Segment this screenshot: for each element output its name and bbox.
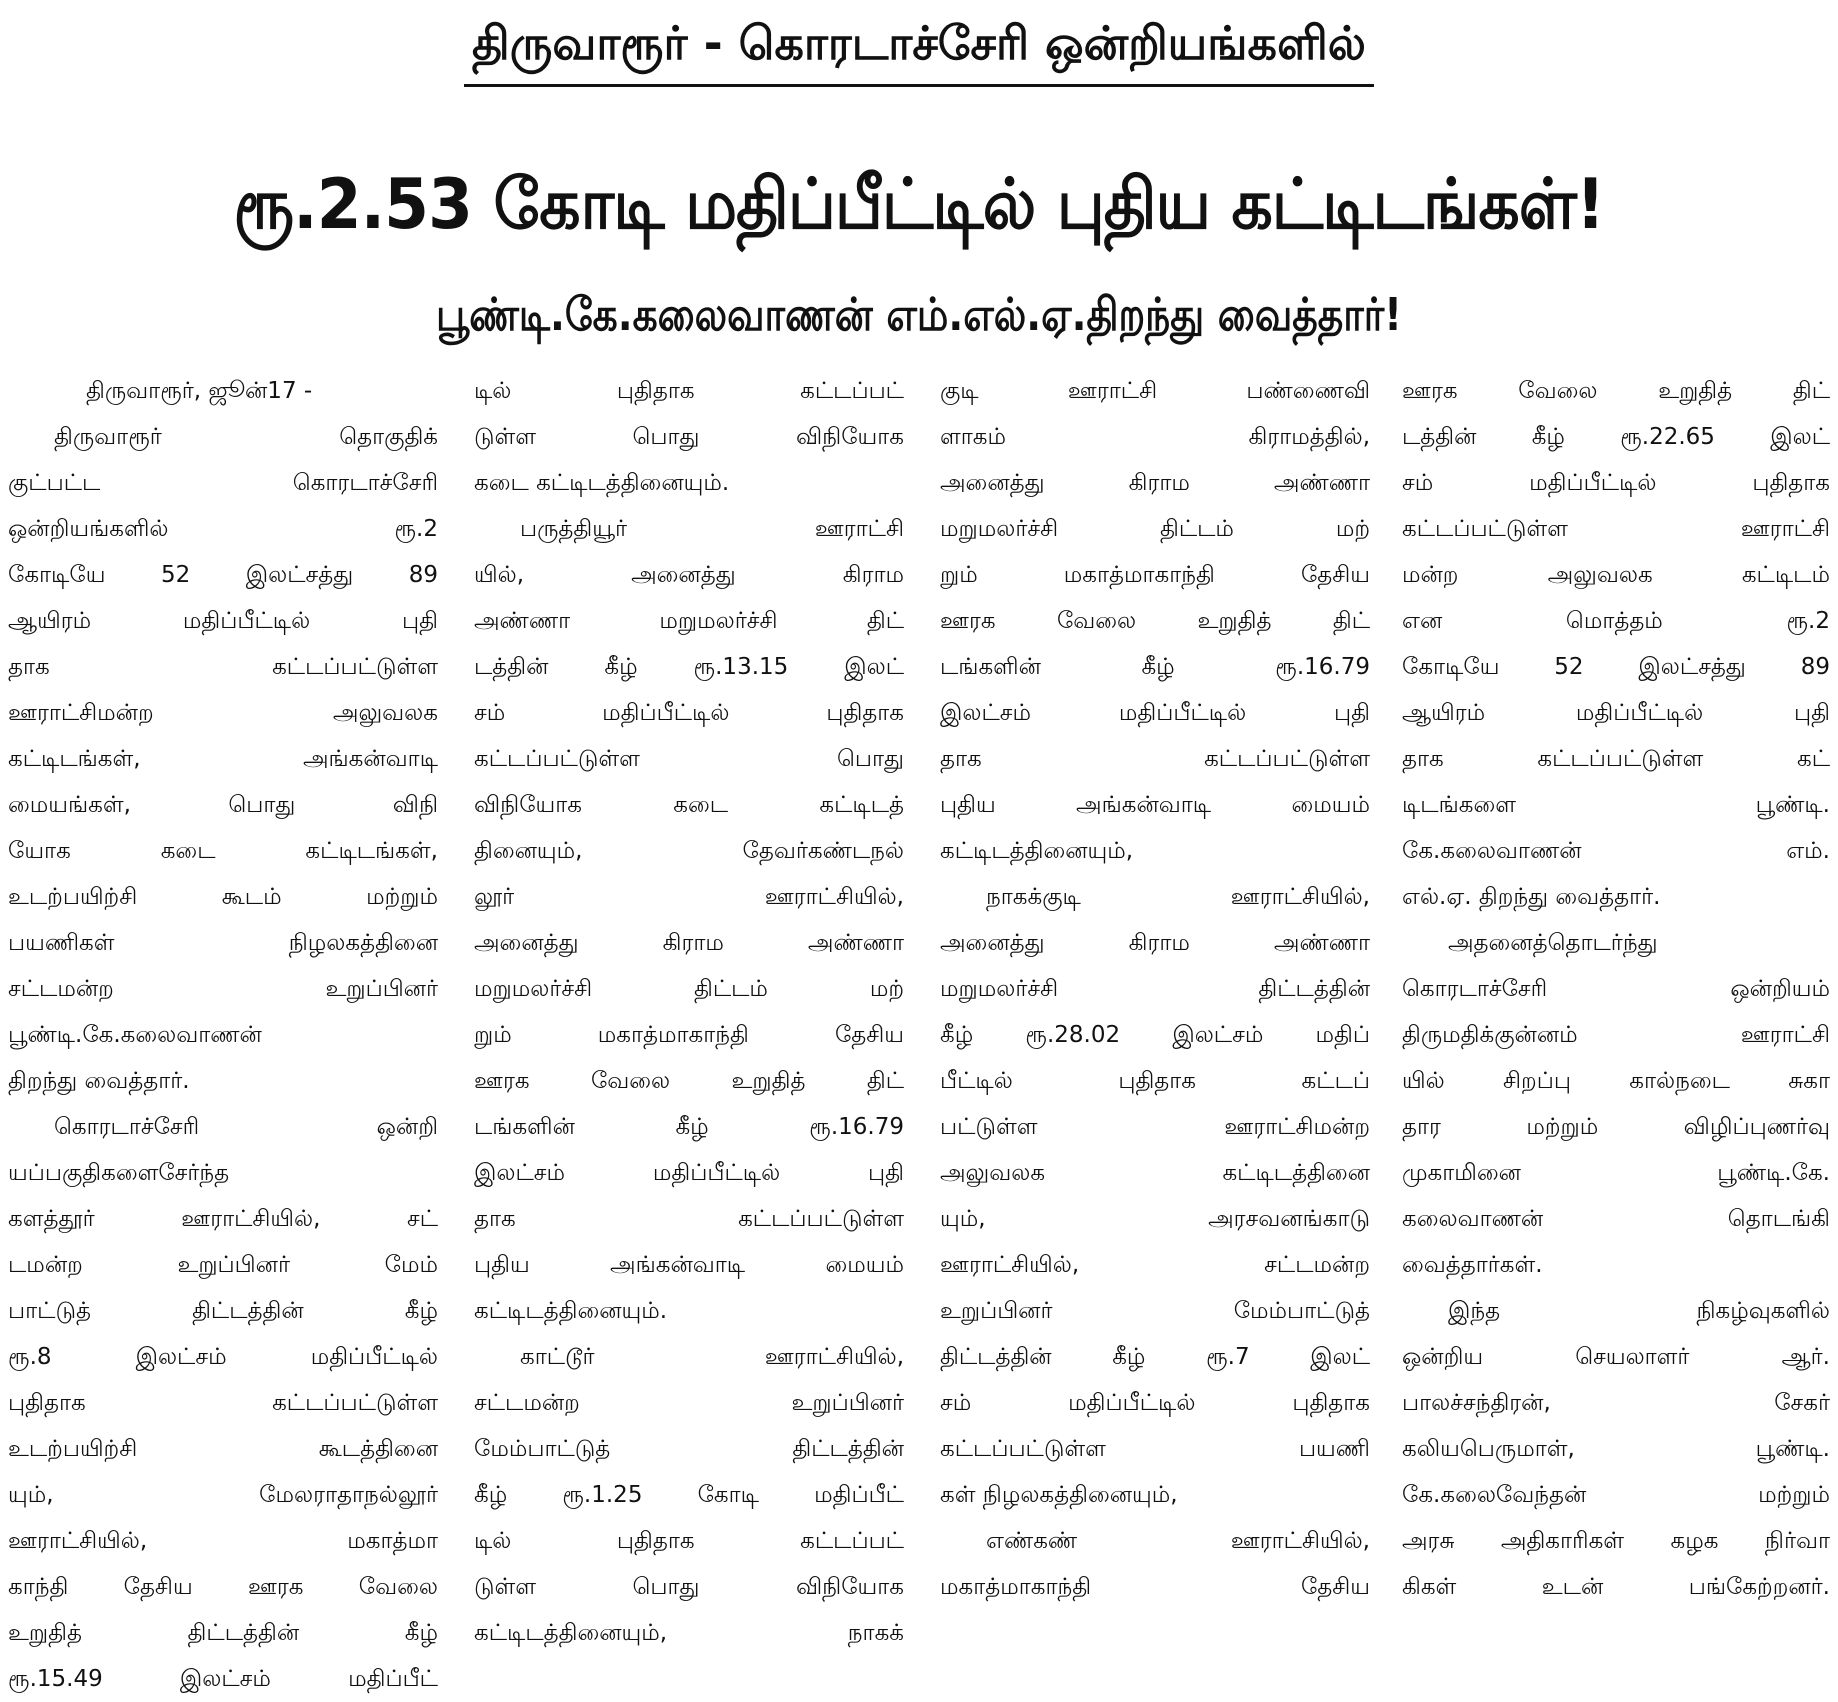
article-line: காட்டூர் ஊராட்சியில்,: [520, 1344, 904, 1370]
article-line: அரசு அதிகாரிகள் கழக நிர்வா: [1402, 1528, 1830, 1554]
article-line: ரூ.15.49 இலட்சம் மதிப்பீட்: [8, 1666, 438, 1692]
article-line: பாலச்சந்திரன், சேகர்: [1402, 1390, 1830, 1416]
article-line: கோடியே 52 இலட்சத்து 89: [8, 562, 438, 588]
article-line: டுள்ள பொது விநியோக: [474, 1574, 904, 1600]
article-line: டமன்ற உறுப்பினர் மேம்: [8, 1252, 438, 1278]
article-paragraph: [1402, 920, 1830, 1288]
article-paragraph: [8, 1104, 438, 1702]
article-line: யும், மேலராதாநல்லூர்: [8, 1482, 438, 1508]
article-line: கட்டப்பட்டுள்ள பயணி: [940, 1436, 1370, 1462]
article-line: ஒன்றியங்களில் ரூ.2: [8, 516, 438, 542]
article-line: ஊரக வேலை உறுதித் திட்: [940, 608, 1370, 634]
article-line: மன்ற அலுவலக கட்டிடம்: [1402, 562, 1830, 588]
article-line: முகாமினை பூண்டி.கே.: [1402, 1160, 1830, 1186]
article-line: மறுமலர்ச்சி திட்டம் மற்: [940, 516, 1370, 542]
article-line: ளாகம் கிராமத்தில்,: [940, 424, 1370, 450]
article-line: கொரடாச்சேரி ஒன்றியம்: [1402, 976, 1830, 1002]
article-body: [8, 368, 1830, 1692]
article-line: யும், அரசவனங்காடு: [940, 1206, 1370, 1232]
article-line: புதிய அங்கன்வாடி மையம்: [940, 792, 1370, 818]
article-line: மையங்கள், பொது விநி: [8, 792, 438, 818]
article-line: உடற்பயிற்சி கூடத்தினை: [8, 1436, 438, 1462]
article-line: யில், அனைத்து கிராம: [474, 562, 904, 588]
article-line: மகாத்மாகாந்தி தேசிய: [940, 1574, 1370, 1600]
article-line: பாட்டுத் திட்டத்தின் கீழ்: [8, 1298, 438, 1324]
article-line: ஆயிரம் மதிப்பீட்டில் புதி: [8, 608, 438, 634]
article-line: கட்டப்பட்டுள்ள ஊராட்சி: [1402, 516, 1830, 542]
article-line: தாக கட்டப்பட்டுள்ள: [8, 654, 438, 680]
article-paragraph: [940, 1518, 1370, 1610]
article-column-1: [8, 368, 438, 1692]
article-line: எண்கண் ஊராட்சியில்,: [986, 1528, 1370, 1554]
article-line: லூர் ஊராட்சியில்,: [474, 884, 904, 910]
kicker-heading: [0, 4, 1838, 87]
article-line: கோடியே 52 இலட்சத்து 89: [1402, 654, 1830, 680]
article-line: வைத்தார்கள்.: [1402, 1252, 1543, 1278]
article-line: தாக கட்டப்பட்டுள்ள: [474, 1206, 904, 1232]
article-line: தார மற்றும் விழிப்புணர்வு: [1402, 1114, 1830, 1140]
article-line: உறுப்பினர் மேம்பாட்டுத்: [940, 1298, 1370, 1324]
article-line: கே.கலைவாணன் எம்.: [1402, 838, 1830, 864]
article-paragraph: [8, 414, 438, 1104]
article-line: அலுவலக கட்டிடத்தினை: [940, 1160, 1370, 1186]
article-line: சட்டமன்ற உறுப்பினர்: [474, 1390, 904, 1416]
article-line: இந்த நிகழ்வுகளில்: [1448, 1298, 1830, 1324]
article-line: றும் மகாத்மாகாந்தி தேசிய: [940, 562, 1370, 588]
article-line: கட்டிடங்கள், அங்கன்வாடி: [8, 746, 438, 772]
article-line: கட்டப்பட்டுள்ள பொது: [474, 746, 904, 772]
article-line: சம் மதிப்பீட்டில் புதிதாக: [474, 700, 904, 726]
article-line: ஆயிரம் மதிப்பீட்டில் புதி: [1402, 700, 1830, 726]
article-line: சம் மதிப்பீட்டில் புதிதாக: [1402, 470, 1830, 496]
article-line: திருவாரூர், ஜூன்17 -: [86, 378, 313, 404]
article-line: கட்டிடத்தினையும்.: [474, 1298, 668, 1324]
article-line: அதனைத்தொடர்ந்து: [1448, 930, 1658, 956]
article-line: கடை கட்டிடத்தினையும்.: [474, 470, 730, 496]
article-line: எல்.ஏ. திறந்து வைத்தார்.: [1402, 884, 1661, 910]
article-line: கீழ் ரூ.28.02 இலட்சம் மதிப்: [940, 1022, 1370, 1048]
article-line: பீட்டில் புதிதாக கட்டப்: [940, 1068, 1370, 1094]
article-line: டங்களின் கீழ் ரூ.16.79: [474, 1114, 904, 1140]
article-line: கலைவாணன் தொடங்கி: [1402, 1206, 1830, 1232]
sub-headline: பூண்டி.கே.கலைவாணன் எம்.எல்.ஏ.திறந்து வைத்தார்!: [436, 288, 1402, 341]
article-line: காந்தி தேசிய ஊரக வேலை: [8, 1574, 438, 1600]
article-line: களத்தூர் ஊராட்சியில், சட்: [8, 1206, 438, 1232]
article-line: ஊராட்சிமன்ற அலுவலக: [8, 700, 438, 726]
article-line: கிகள் உடன் பங்கேற்றனர்.: [1402, 1574, 1830, 1600]
article-line: என மொத்தம் ரூ.2: [1402, 608, 1830, 634]
article-line: இலட்சம் மதிப்பீட்டில் புதி: [940, 700, 1370, 726]
article-line: ஒன்றிய செயலாளர் ஆர்.: [1402, 1344, 1830, 1370]
article-line: திருமதிக்குன்னம் ஊராட்சி: [1402, 1022, 1830, 1048]
article-line: டத்தின் கீழ் ரூ.13.15 இலட்: [474, 654, 904, 680]
article-line: குட்பட்ட கொரடாச்சேரி: [8, 470, 438, 496]
article-column-2: [474, 368, 904, 1646]
article-line: ஊரக வேலை உறுதித் திட்: [1402, 378, 1830, 404]
article-paragraph: [940, 368, 1370, 874]
article-line: டில் புதிதாக கட்டப்பட்: [474, 1528, 904, 1554]
article-paragraph: [474, 506, 904, 1334]
article-column-4: [1402, 368, 1830, 1600]
article-line: புதிய அங்கன்வாடி மையம்: [474, 1252, 904, 1278]
article-paragraph: [940, 874, 1370, 1518]
article-line: தாக கட்டப்பட்டுள்ள கட்: [1402, 746, 1830, 772]
article-paragraph: [474, 1334, 904, 1656]
article-line: ஊராட்சியில், மகாத்மா: [8, 1528, 438, 1554]
article-line: சட்டமன்ற உறுப்பினர்: [8, 976, 438, 1002]
article-line: ஊரக வேலை உறுதித் திட்: [474, 1068, 904, 1094]
article-line: கீழ் ரூ.1.25 கோடி மதிப்பீட்: [474, 1482, 904, 1508]
article-line: ஊராட்சியில், சட்டமன்ற: [940, 1252, 1370, 1278]
article-column-3: [940, 368, 1370, 1600]
article-line: யில் சிறப்பு கால்நடை சுகா: [1402, 1068, 1830, 1094]
article-line: கே.கலைவேந்தன் மற்றும்: [1402, 1482, 1830, 1508]
article-line: பட்டுள்ள ஊராட்சிமன்ற: [940, 1114, 1370, 1140]
article-line: டத்தின் கீழ் ரூ.22.65 இலட்: [1402, 424, 1830, 450]
article-line: திருவாரூர் தொகுதிக்: [54, 424, 438, 450]
article-line: கொரடாச்சேரி ஒன்றி: [54, 1114, 438, 1140]
article-line: டில் புதிதாக கட்டப்பட்: [474, 378, 904, 404]
article-line: அனைத்து கிராம அண்ணா: [474, 930, 904, 956]
article-line: கட்டிடத்தினையும்,: [940, 838, 1134, 864]
article-line: றும் மகாத்மாகாந்தி தேசிய: [474, 1022, 904, 1048]
article-line: மறுமலர்ச்சி திட்டத்தின்: [940, 976, 1370, 1002]
article-paragraph: [474, 368, 904, 506]
article-line: உடற்பயிற்சி கூடம் மற்றும்: [8, 884, 438, 910]
article-line: உறுதித் திட்டத்தின் கீழ்: [8, 1620, 438, 1646]
article-paragraph: [1402, 368, 1830, 920]
article-line: புதிதாக கட்டப்பட்டுள்ள: [8, 1390, 438, 1416]
article-line: பூண்டி.கே.கலைவாணன்: [8, 1022, 262, 1048]
kicker-text: திருவாரூர் - கொரடாச்சேரி ஒன்றியங்களில்: [464, 4, 1374, 87]
article-line: யோக கடை கட்டிடங்கள்,: [8, 838, 438, 864]
main-headline: ரூ.2.53 கோடி மதிப்பீட்டில் புதிய கட்டிடங்கள்!: [233, 165, 1605, 245]
article-line: யப்பகுதிகளைசேர்ந்த: [8, 1160, 230, 1186]
article-line: மேம்பாட்டுத் திட்டத்தின்: [474, 1436, 904, 1462]
article-line: மறுமலர்ச்சி திட்டம் மற்: [474, 976, 904, 1002]
article-line: இலட்சம் மதிப்பீட்டில் புதி: [474, 1160, 904, 1186]
article-line: திறந்து வைத்தார்.: [8, 1068, 190, 1094]
article-line: டிடங்களை பூண்டி.: [1402, 792, 1830, 818]
article-line: அண்ணா மறுமலர்ச்சி திட்: [474, 608, 904, 634]
article-line: விநியோக கடை கட்டிடத்: [474, 792, 904, 818]
article-line: தினையும், தேவர்கண்டநல்: [474, 838, 904, 864]
article-line: பயணிகள் நிழலகத்தினை: [8, 930, 438, 956]
article-line: டங்களின் கீழ் ரூ.16.79: [940, 654, 1370, 680]
article-line: சம் மதிப்பீட்டில் புதிதாக: [940, 1390, 1370, 1416]
article-paragraph: [1402, 1288, 1830, 1610]
article-paragraph: [8, 368, 438, 414]
article-line: அனைத்து கிராம அண்ணா: [940, 470, 1370, 496]
article-line: நாகக்குடி ஊராட்சியில்,: [986, 884, 1370, 910]
article-line: குடி ஊராட்சி பண்ணைவி: [940, 378, 1370, 404]
article-line: பருத்தியூர் ஊராட்சி: [520, 516, 904, 542]
article-line: தாக கட்டப்பட்டுள்ள: [940, 746, 1370, 772]
article-line: டுள்ள பொது விநியோக: [474, 424, 904, 450]
article-line: கள் நிழலகத்தினையும்,: [940, 1482, 1178, 1508]
article-line: ரூ.8 இலட்சம் மதிப்பீட்டில்: [8, 1344, 438, 1370]
article-line: திட்டத்தின் கீழ் ரூ.7 இலட்: [940, 1344, 1370, 1370]
article-line: கலியபெருமாள், பூண்டி.: [1402, 1436, 1830, 1462]
article-line: அனைத்து கிராம அண்ணா: [940, 930, 1370, 956]
article-line: கட்டிடத்தினையும், நாகக்: [474, 1620, 904, 1646]
